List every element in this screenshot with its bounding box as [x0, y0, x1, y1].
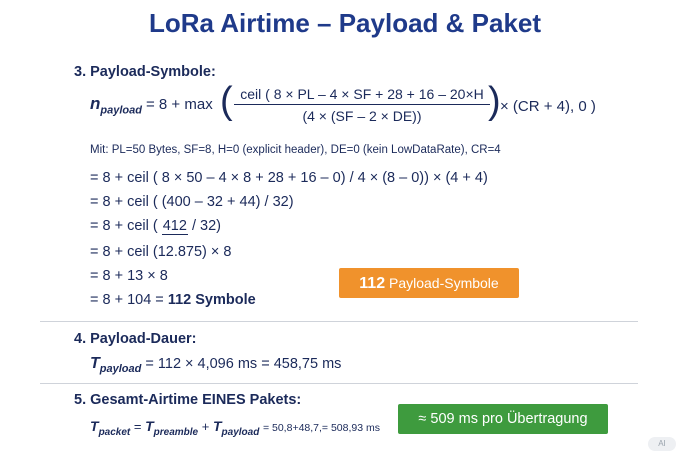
- formula-prefix: = 8 + max: [146, 96, 213, 113]
- total-airtime-badge: ≈ 509 ms pro Übertragung: [398, 404, 608, 434]
- formula-lhs: $n_{payload}$: [90, 94, 142, 117]
- section-heading-payload-symbols: 3. Payload-Symbole:: [74, 64, 216, 80]
- formula-fraction: [230, 86, 494, 124]
- section-heading-payload-duration: 4. Payload-Dauer:: [74, 331, 197, 347]
- payload-symbol-formula: [90, 80, 650, 132]
- calc-step-5: = 8 + 13 × 8: [90, 268, 168, 284]
- parameter-line: Mit: PL=50 Bytes, SF=8, H=0 (explicit header), DE=0 (kein LowDataRate), CR=4: [90, 144, 501, 156]
- watermark-badge: AI: [648, 437, 676, 451]
- calc-step-6: = 8 + 104 = 112 Symbole: [90, 292, 256, 308]
- close-paren: ): [488, 80, 501, 122]
- payload-symbols-badge: 112 Payload-Symbole: [339, 268, 519, 298]
- calc-step-2: = 8 + ceil ( (400 – 32 + 44) / 32): [90, 194, 294, 210]
- calc-step-1: = 8 + ceil ( 8 × 50 – 4 × 8 + 28 + 16 – 0) / 4 × (8 – 0)) × (4 + 4): [90, 170, 488, 186]
- calc-step-4: = 8 + ceil (12.875) × 8: [90, 244, 232, 260]
- open-paren: (: [220, 80, 233, 122]
- page-title: LoRa Airtime – Payload & Paket: [148, 8, 542, 38]
- underlined-value: 412: [162, 218, 187, 234]
- fraction-numerator: ceil ( 8 × PL – 4 × SF + 28 + 16 – 20×H: [240, 86, 484, 102]
- formula-suffix: × (CR + 4), 0 ): [500, 98, 596, 115]
- payload-duration-formula: $T_{payload} = 112 \times 4,096$ ms = 458,75 ms: [90, 355, 342, 376]
- total-airtime-formula: $T_{packet} = T_{preamble} + T_{payload} = 50,8+48,7,= 508,93$ ms: [90, 418, 381, 438]
- section-divider: [40, 383, 638, 384]
- section-divider: [40, 321, 638, 322]
- fraction-denominator: (4 × (SF – 2 × DE)): [302, 108, 422, 124]
- section-heading-total-airtime: 5. Gesamt-Airtime EINES Pakets:: [74, 392, 302, 408]
- calc-step-3: = 8 + ceil ( 412 / 32): [90, 218, 221, 234]
